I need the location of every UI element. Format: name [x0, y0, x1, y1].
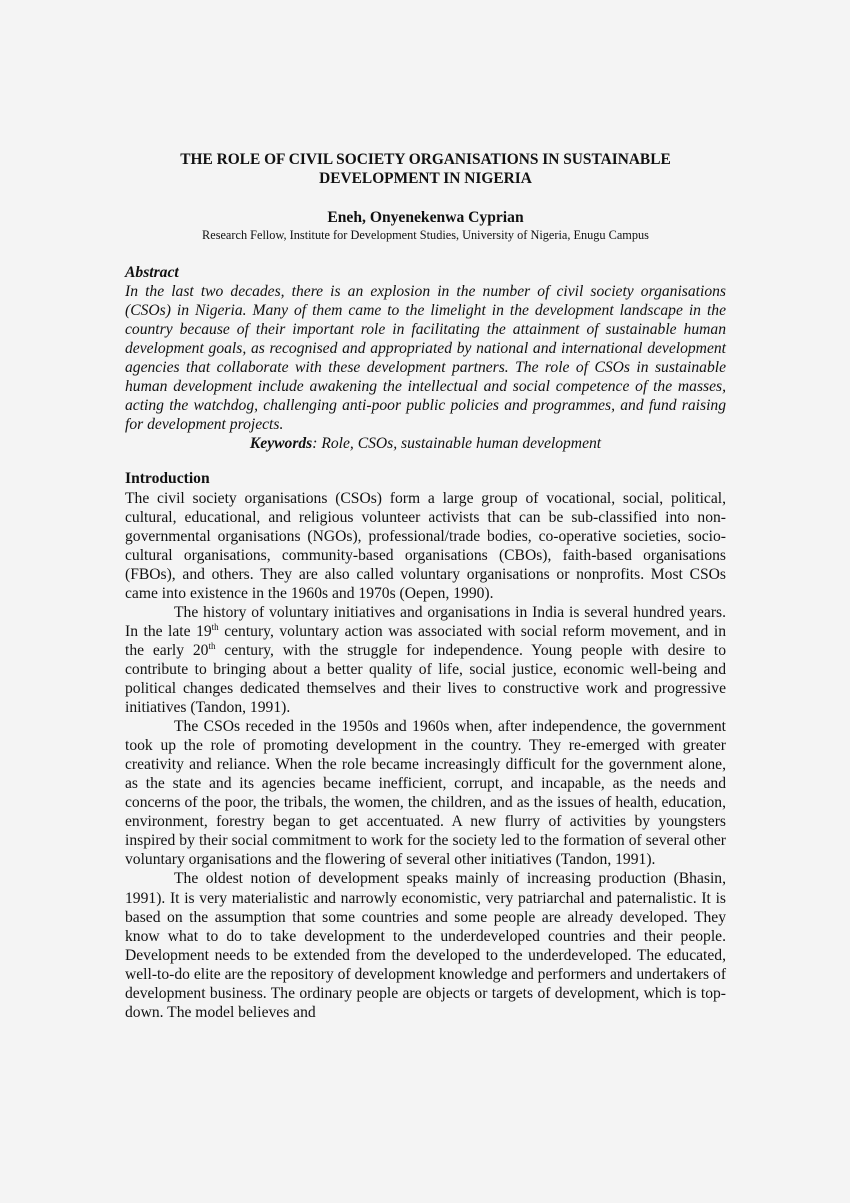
page-content — [125, 150, 726, 1022]
author-affiliation: Research Fellow, Institute for Development Studies, University of Nigeria, Enugu Campus — [202, 228, 649, 242]
paper-title — [125, 150, 726, 188]
abstract-text: In the last two decades, there is an explosion in the number of civil society organisations (CSOs) in Nigeria. Many of them came to the limelight in the development landscape in the country because of their important role in facilitating the attainment of sustainable human development goals, as recognised and appropriated by national and international development agencies that collaborate with these development partners. The role of CSOs in sustainable human development include awakening the intellectual and social competence of the masses, acting the watchdog, challenging anti-poor public policies and programmes, and fund raising for development projects. — [125, 283, 726, 434]
paragraph-3: The CSOs receded in the 1950s and 1960s when, after independence, the government took up the role of promoting development in the country. They re-emerged with greater creativity and reliance. When the role became increasingly difficult for the government alone, as the state and its agencies became inefficient, corrupt, and incapable, as the needs and concerns of the poor, the tribals, the women, the children, and as the issues of health, education, environment, forestry began to get accentuated. A new flurry of activities by youngsters inspired by their social commitment to work for the society led to the formation of several other voluntary organisations and the flowering of several other initiatives (Tandon, 1991). — [125, 718, 726, 869]
author-name: Eneh, Onyenekenwa Cyprian — [327, 209, 524, 226]
title-line-1: THE ROLE OF CIVIL SOCIETY ORGANISATIONS IN SUSTAINABLE — [180, 151, 671, 168]
paragraph-1: The civil society organisations (CSOs) form a large group of vocational, social, political, cultural, educational, and religious volunteer activists that can be sub-classified into non-governmental organisations (NGOs), professional/trade bodies, co-operative societies, socio-cultural organisations, community-based organisations (CBOs), faith-based organisations (FBOs), and others. They are also called voluntary organisations or nonprofits. Most CSOs came into existence in the 1960s and 1970s (Oepen, 1990). — [125, 489, 726, 602]
paragraph-2-part-c: century, with the struggle for independence. Young people with desire to contribute to bringing about a better quality of life, social justice, economic well-being and political changes dedicated themselves and their lives to constructive work and progressive initiatives (Tandon, 1991). — [125, 641, 726, 717]
paragraph-4: The oldest notion of development speaks mainly of increasing production (Bhasin, 1991). It is very materialistic and narrowly economistic, very patriarchal and paternalistic. It is based on the assumption that some countries and some people are already developed. They know what to do to take development to the underdeveloped countries and their people. Development needs to be extended from the developed to the underdeveloped. The educated, well-to-do elite are the repository of development knowledge and performers and undertakers of development business. The ordinary people are objects or targets of development, which is top-down. The model believes and — [125, 870, 727, 1021]
superscript-th-1: th — [211, 621, 219, 632]
paragraph-2-part-a: The history of voluntary initiatives and organisations in India is several hundred years. In the late 19 — [125, 603, 726, 640]
title-line-2: DEVELOPMENT IN NIGERIA — [319, 170, 532, 187]
keywords-line — [125, 434, 726, 453]
introduction-heading: Introduction — [125, 470, 210, 488]
superscript-th-2: th — [208, 640, 216, 651]
keywords-label: Keywords — [249, 435, 313, 453]
abstract-heading: Abstract — [125, 264, 179, 281]
paragraph-2-part-b: century, voluntary action was associated with social reform movement, and in the early 20 — [125, 622, 726, 659]
keywords-text: : Role, CSOs, sustainable human development — [312, 435, 602, 453]
paragraph-2 — [125, 603, 726, 717]
